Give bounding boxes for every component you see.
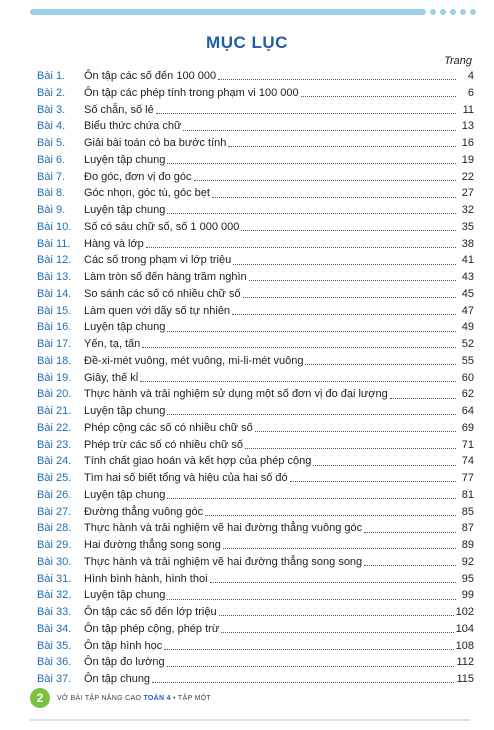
- toc-lesson-title: Đường thẳng vuông góc: [84, 505, 204, 518]
- toc-dot-leader: [205, 514, 456, 516]
- toc-lesson-number: Bài 27.: [37, 505, 72, 518]
- toc-entry[interactable]: [37, 520, 474, 537]
- toc-dot-leader: [167, 413, 456, 415]
- toc-lesson-number: Bài 11.: [37, 237, 71, 250]
- toc-entry[interactable]: [37, 621, 474, 638]
- toc-entry[interactable]: [37, 554, 474, 571]
- toc-entry[interactable]: [37, 571, 474, 588]
- toc-entry[interactable]: [37, 85, 474, 102]
- toc-dot-leader: [210, 581, 456, 583]
- toc-lesson-title: Số chẵn, số lẻ: [84, 103, 154, 116]
- toc-entry[interactable]: [37, 118, 474, 135]
- toc-lesson-number: Bài 35.: [37, 639, 72, 652]
- page-title: MỤC LỤC: [206, 33, 288, 52]
- toc-dot-leader: [243, 296, 456, 298]
- toc-page-number: 74: [461, 455, 474, 468]
- toc-dot-leader: [156, 112, 456, 114]
- toc-dot-leader: [167, 212, 456, 214]
- toc-lesson-title: Biểu thức chứa chữ: [84, 120, 182, 133]
- toc-entry[interactable]: [37, 319, 474, 336]
- toc-lesson-title: Yến, tạ, tấn: [84, 338, 141, 350]
- toc-entry[interactable]: [37, 537, 474, 554]
- toc-lesson-title: Làm quen với dãy số tự nhiên: [84, 304, 231, 317]
- toc-lesson-number: Bài 18.: [37, 354, 72, 367]
- toc-lesson-title: Luyện tập chung: [84, 405, 166, 417]
- toc-lesson-number: Bài 13.: [37, 271, 72, 283]
- footer-decor-bar: [30, 719, 470, 721]
- toc-dot-leader: [228, 145, 456, 147]
- toc-dot-leader: [164, 648, 453, 650]
- toc-entry[interactable]: [37, 470, 474, 487]
- toc-dot-leader: [364, 564, 456, 566]
- toc-dot-leader: [167, 598, 456, 600]
- header-decor-dots: [430, 9, 476, 15]
- toc-page-number: 69: [461, 421, 474, 434]
- toc-dot-leader: [167, 497, 456, 499]
- toc-entry[interactable]: [37, 487, 474, 504]
- toc-page-number: 11: [462, 103, 474, 116]
- toc-lesson-title: Ôn tập các số đến lớp triệu: [84, 606, 217, 618]
- toc-page-number: 45: [461, 287, 474, 300]
- toc-lesson-number: Bài 34.: [37, 622, 72, 635]
- toc-dot-leader: [301, 95, 456, 97]
- toc-lesson-title: Phép trừ các số có nhiều chữ số: [84, 438, 244, 451]
- toc-lesson-title: Góc nhọn, góc tù, góc bẹt: [84, 187, 210, 200]
- toc-lesson-title: Thực hành và trải nghiệm sử dụng một số đơn vị đo đại lượng: [84, 388, 388, 401]
- toc-dot-leader: [364, 531, 456, 533]
- toc-page-number: 6: [467, 86, 474, 99]
- toc-lesson-number: Bài 17.: [37, 338, 72, 350]
- decor-dot: [440, 9, 446, 15]
- toc-lesson-number: Bài 14.: [37, 287, 72, 300]
- toc-dot-leader: [249, 279, 456, 281]
- toc-lesson-number: Bài 30.: [37, 555, 72, 568]
- toc-entry[interactable]: [37, 252, 474, 269]
- toc-page-number: 112: [456, 656, 474, 669]
- toc-page-number: 22: [461, 170, 474, 183]
- toc-lesson-title: Làm tròn số đến hàng trăm nghìn: [84, 271, 247, 283]
- toc-entry[interactable]: [37, 202, 474, 219]
- toc-entry[interactable]: [37, 403, 474, 420]
- toc-lesson-number: Bài 24.: [37, 455, 72, 468]
- toc-page-number: 87: [461, 522, 474, 535]
- toc-page-number: 38: [461, 237, 474, 250]
- toc-lesson-number: Bài 21.: [37, 405, 72, 417]
- toc-dot-leader: [146, 246, 456, 248]
- toc-dot-leader: [140, 380, 456, 382]
- toc-lesson-title: Luyện tập chung: [84, 589, 166, 602]
- toc-lesson-title: Ôn tập đo lường: [84, 656, 165, 669]
- toc-page-number: 41: [461, 254, 474, 267]
- toc-entry[interactable]: [37, 185, 474, 202]
- toc-page-number: 19: [461, 153, 474, 166]
- toc-lesson-number: Bài 33.: [37, 606, 72, 618]
- toc-dot-leader: [221, 631, 453, 633]
- toc-lesson-number: Bài 10.: [37, 220, 72, 233]
- toc-lesson-title: Ôn tập các phép tính trong phạm vi 100 000: [84, 86, 299, 99]
- toc-entry[interactable]: [37, 169, 474, 186]
- book-title: [57, 695, 211, 702]
- toc-lesson-title: Luyện tập chung: [84, 153, 166, 166]
- page-column-label: Trang: [444, 55, 472, 67]
- decor-dot: [460, 9, 466, 15]
- toc-lesson-number: Bài 5.: [37, 137, 66, 149]
- toc-entry[interactable]: [37, 370, 474, 387]
- toc-dot-leader: [290, 480, 456, 482]
- toc-dot-leader: [142, 346, 456, 348]
- toc-entry[interactable]: [37, 286, 474, 303]
- toc-dot-leader: [313, 464, 456, 466]
- toc-dot-leader: [233, 263, 456, 265]
- toc-dot-leader: [241, 229, 456, 231]
- toc-entry[interactable]: [37, 135, 474, 152]
- toc-lesson-number: Bài 16.: [37, 321, 72, 334]
- toc-entry[interactable]: [37, 219, 474, 236]
- toc-lesson-number: Bài 32.: [37, 589, 72, 602]
- toc-lesson-title: Ôn tập chung: [84, 673, 151, 685]
- table-of-contents: [37, 68, 474, 688]
- toc-page-number: 27: [461, 187, 474, 200]
- toc-page-number: 32: [461, 204, 474, 216]
- toc-dot-leader: [223, 547, 456, 549]
- page-footer: [30, 688, 211, 708]
- toc-lesson-number: Bài 9.: [37, 204, 66, 216]
- toc-page-number: 49: [461, 321, 474, 334]
- toc-dot-leader: [167, 330, 456, 332]
- toc-lesson-number: Bài 4.: [37, 120, 66, 133]
- toc-lesson-title: Hình bình hành, hình thoi: [84, 572, 208, 585]
- toc-entry[interactable]: [37, 638, 474, 655]
- toc-lesson-title: Thực hành và trải nghiệm vẽ hai đường thẳng vuông góc: [84, 522, 363, 535]
- toc-page-number: 99: [461, 589, 474, 602]
- toc-page-number: 92: [461, 555, 474, 568]
- toc-dot-leader: [305, 363, 456, 365]
- toc-entry[interactable]: [37, 420, 474, 437]
- toc-dot-leader: [245, 447, 456, 449]
- toc-dot-leader: [218, 78, 456, 80]
- toc-lesson-title: Tìm hai số biết tổng và hiệu của hai số đó: [84, 472, 288, 484]
- toc-dot-leader: [212, 196, 456, 198]
- toc-lesson-title: Luyện tập chung: [84, 488, 166, 501]
- toc-entry[interactable]: [37, 353, 474, 370]
- toc-lesson-number: Bài 8.: [37, 187, 66, 200]
- toc-lesson-number: Bài 19.: [37, 371, 72, 384]
- decor-dot: [470, 9, 476, 15]
- toc-page-number: 108: [455, 639, 474, 652]
- toc-dot-leader: [232, 313, 456, 315]
- toc-lesson-title: Hai đường thẳng song song: [84, 539, 221, 551]
- toc-lesson-number: Bài 22.: [37, 421, 72, 434]
- header-decor-bar: [30, 9, 426, 15]
- toc-page-number: 47: [461, 304, 474, 317]
- toc-lesson-number: Bài 1.: [37, 70, 66, 82]
- toc-page-number: 64: [461, 405, 474, 417]
- book-title-subject: TOÁN 4: [143, 694, 171, 702]
- toc-page-number: 95: [461, 572, 474, 585]
- book-title-suffix: • TẬP MỘT: [173, 694, 211, 702]
- toc-page-number: 115: [456, 673, 474, 685]
- toc-entry[interactable]: [37, 654, 474, 671]
- toc-lesson-title: Thực hành và trải nghiệm vẽ hai đường thẳng song song: [84, 555, 363, 568]
- toc-dot-leader: [219, 614, 454, 616]
- toc-lesson-number: Bài 2.: [37, 86, 66, 99]
- page-number-badge: 2: [30, 688, 50, 708]
- toc-lesson-title: Luyện tập chung: [84, 204, 166, 216]
- toc-page-number: 43: [461, 271, 474, 283]
- toc-dot-leader: [183, 129, 456, 131]
- toc-lesson-title: Tính chất giao hoán và kết hợp của phép cộng: [84, 455, 312, 468]
- toc-entry[interactable]: [37, 336, 474, 353]
- toc-lesson-title: Ôn tập hình học: [84, 639, 163, 652]
- toc-page-number: 102: [455, 606, 474, 618]
- toc-entry[interactable]: [37, 68, 474, 85]
- toc-lesson-title: Luyện tập chung: [84, 321, 166, 334]
- toc-page-number: 13: [461, 120, 474, 133]
- toc-page-number: 77: [461, 472, 474, 484]
- toc-lesson-title: Số có sáu chữ số, số 1 000 000: [84, 220, 240, 233]
- toc-entry[interactable]: [37, 269, 474, 286]
- toc-page-number: 81: [461, 488, 474, 501]
- toc-lesson-number: Bài 28.: [37, 522, 72, 535]
- toc-entry[interactable]: [37, 236, 474, 253]
- toc-lesson-number: Bài 6.: [37, 153, 66, 166]
- toc-page-number: 35: [461, 220, 474, 233]
- toc-entry[interactable]: [37, 453, 474, 470]
- toc-lesson-number: Bài 23.: [37, 438, 72, 451]
- toc-lesson-title: Ôn tập các số đến 100 000: [84, 70, 217, 82]
- toc-entry[interactable]: [37, 386, 474, 403]
- toc-lesson-number: Bài 36.: [37, 656, 72, 669]
- toc-lesson-title: Đo góc, đơn vị đo góc: [84, 170, 192, 183]
- toc-page-number: 60: [461, 371, 474, 384]
- book-title-prefix: VỞ BÀI TẬP NÂNG CAO: [57, 694, 142, 702]
- decor-dot: [450, 9, 456, 15]
- toc-entry[interactable]: [37, 587, 474, 604]
- toc-dot-leader: [194, 179, 457, 181]
- toc-page-number: 85: [461, 505, 474, 518]
- toc-page-number: 52: [461, 338, 474, 350]
- toc-lesson-number: Bài 15.: [37, 304, 72, 317]
- toc-lesson-number: Bài 31.: [37, 572, 72, 585]
- toc-page-number: 16: [461, 137, 474, 149]
- toc-lesson-number: Bài 26.: [37, 488, 72, 501]
- toc-lesson-number: Bài 7.: [37, 170, 66, 183]
- toc-page-number: 4: [467, 70, 474, 82]
- toc-page-number: 71: [461, 438, 474, 451]
- toc-entry[interactable]: [37, 504, 474, 521]
- toc-dot-leader: [167, 665, 455, 667]
- toc-page-number: 89: [461, 539, 474, 551]
- toc-lesson-number: Bài 12.: [37, 254, 72, 267]
- toc-dot-leader: [152, 681, 454, 683]
- toc-lesson-title: Giây, thế kỉ: [84, 371, 139, 384]
- toc-lesson-title: Hàng và lớp: [84, 237, 144, 250]
- toc-lesson-title: Phép cộng các số có nhiều chữ số: [84, 421, 253, 434]
- toc-lesson-number: Bài 37.: [37, 673, 72, 685]
- toc-page-number: 104: [455, 622, 474, 635]
- toc-dot-leader: [167, 162, 456, 164]
- toc-dot-leader: [390, 397, 456, 399]
- toc-lesson-title: Đề-xi-mét vuông, mét vuông, mi-li-mét vuông: [84, 354, 304, 367]
- decor-dot: [430, 9, 436, 15]
- toc-lesson-title: Các số trong phạm vi lớp triệu: [84, 254, 232, 267]
- toc-lesson-title: Ôn tập phép cộng, phép trừ: [84, 622, 220, 635]
- toc-entry[interactable]: [37, 303, 474, 320]
- toc-lesson-number: Bài 29.: [37, 539, 72, 551]
- toc-lesson-title: So sánh các số có nhiều chữ số: [84, 287, 241, 300]
- toc-lesson-number: Bài 25.: [37, 472, 72, 484]
- toc-lesson-number: Bài 20.: [37, 388, 72, 401]
- toc-page-number: 55: [461, 354, 474, 367]
- toc-entry[interactable]: [37, 102, 474, 119]
- toc-dot-leader: [255, 430, 456, 432]
- toc-entry[interactable]: [37, 604, 474, 621]
- toc-lesson-number: Bài 3.: [37, 103, 66, 116]
- toc-entry[interactable]: [37, 152, 474, 169]
- toc-lesson-title: Giải bài toán có ba bước tính: [84, 137, 227, 149]
- toc-entry[interactable]: [37, 437, 474, 454]
- toc-entry[interactable]: [37, 671, 474, 688]
- toc-page-number: 62: [461, 388, 474, 401]
